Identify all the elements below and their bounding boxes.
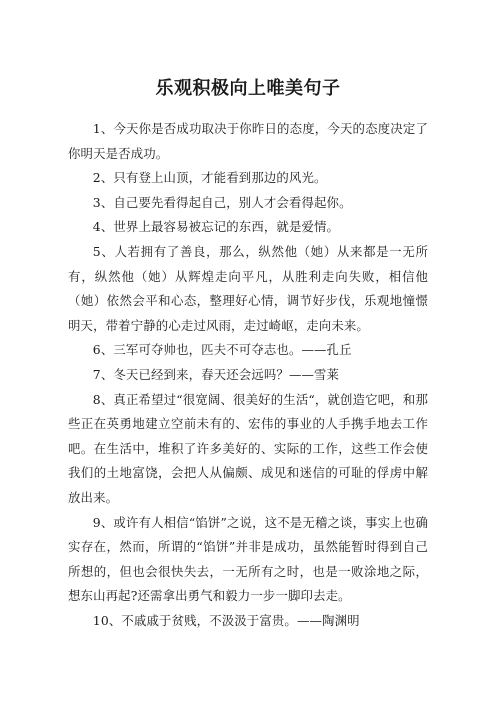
paragraph-2: 2、只有登上山顶，才能看到那边的风光。	[92, 170, 327, 186]
paragraph-4: 4、世界上最容易被忘记的东西，就是爱情。	[92, 219, 340, 235]
paragraph-5: 5、人若拥有了善良，那么，纵然他（她）从来都是一无所有，纵然他（她）从辉煌走向平凡，从胜利走向失败，相信他（她）依然会平和心态，整理好心情，调节好步伐，乐观地憧憬明天，带着宁静的心走过风雨，走过崎岖，走向未来。	[68, 243, 428, 333]
paragraph-9: 9、或许有人相信“馅饼”之说，这不是无稽之谈，事实上也确实存在，然而，所谓的“馅饼”并非是成功，虽然能暂时得到自己所想的，但也会很快失去，一无所有之时，也是一败涂地之际，想东山再起?还需拿出勇气和毅力一步一脚印去走。	[68, 514, 428, 604]
paragraph-3: 3、自己要先看得起自己，别人才会看得起你。	[92, 194, 352, 210]
document-title: 乐观积极向上唯美句子	[155, 78, 341, 99]
paragraph-8: 8、真正希望过“很宽阔、很美好的生活“，就创造它吧，和那些正在英勇地建立空前未有的、宏伟的事业的人手携手地去工作吧。在生活中，堆积了许多美好的、实际的工作，这些工作会使我们的土地富饶，会把人从偏颇、成见和迷信的可耻的俘虏中解放出来。	[68, 391, 428, 505]
paragraph-6: 6、三军可夺帅也，匹夫不可夺志也。——孔丘	[92, 342, 352, 358]
paragraph-10: 10、不戚戚于贫贱，不汲汲于富贵。——陶渊明	[92, 612, 360, 628]
paragraph-1: 1、今天你是否成功取决于你昨日的态度，今天的态度决定了你明天是否成功。	[68, 121, 428, 161]
document-body	[68, 117, 428, 633]
paragraph-7: 7、冬天已经到来，春天还会远吗？——雪莱	[92, 366, 340, 382]
